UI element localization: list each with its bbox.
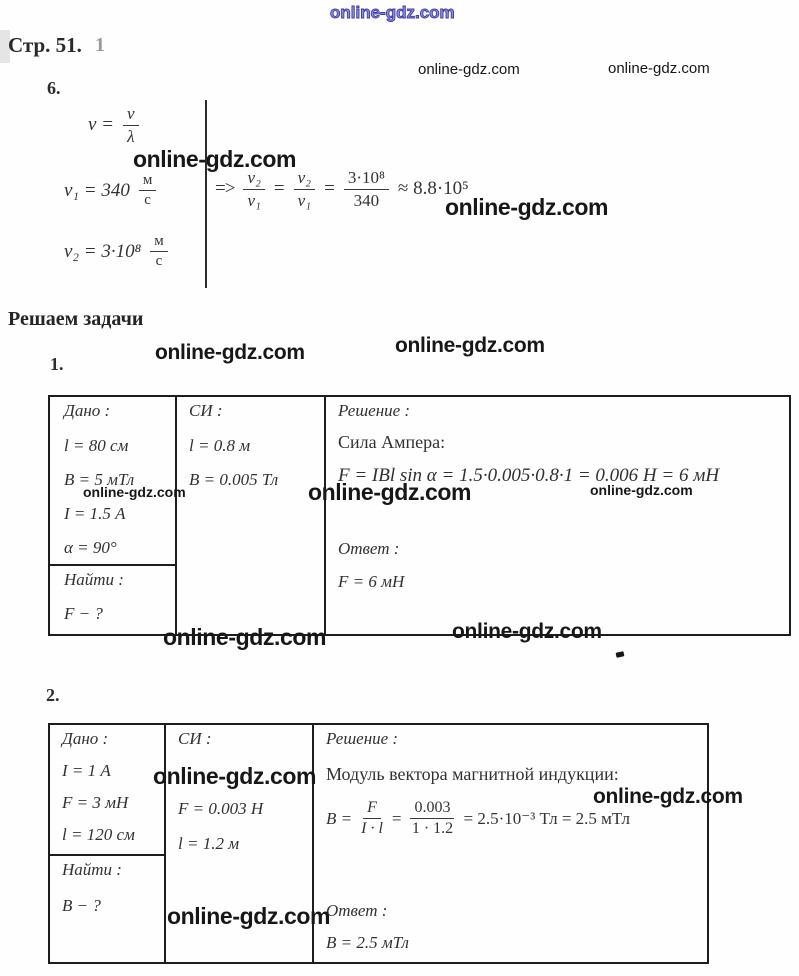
formula-lhs: B = bbox=[326, 808, 353, 828]
table-border bbox=[164, 725, 166, 962]
solution-formula: F = IBl sin α = 1.5·0.005·0.8·1 = 0.006 Н = 6 мН bbox=[338, 465, 720, 486]
watermark: online-gdz.com bbox=[330, 3, 455, 22]
table-border bbox=[175, 397, 177, 634]
equals-sign: = bbox=[324, 178, 335, 200]
si-line: B = 0.005 Тл bbox=[189, 470, 279, 489]
equation-v2 bbox=[64, 233, 168, 271]
watermark: online-gdz.com bbox=[308, 479, 472, 505]
si-line: F = 0.003 Н bbox=[178, 799, 264, 818]
page-title: Стр. 51. bbox=[8, 33, 82, 57]
fraction-numerator: м bbox=[150, 233, 168, 252]
fraction-m-s bbox=[150, 233, 168, 271]
si-title: СИ : bbox=[189, 401, 223, 420]
equation-frequency bbox=[88, 104, 139, 146]
si-line: l = 0.8 м bbox=[189, 436, 251, 455]
equals-sign: = bbox=[391, 808, 402, 828]
solution-formula-row bbox=[326, 799, 630, 839]
approx-result: ≈ 8.8·10⁵ bbox=[397, 178, 469, 200]
solution-title: Решение : bbox=[326, 729, 399, 748]
fraction-numerator: v₂ bbox=[294, 168, 315, 190]
formula-result: = 2.5·10⁻³ Тл = 2.5 мТл bbox=[463, 808, 630, 828]
fraction-denominator: 1 · 1.2 bbox=[411, 820, 454, 838]
fraction-denominator: с bbox=[144, 192, 151, 209]
given-line: I = 1.5 А bbox=[64, 504, 126, 523]
scan-artifact-dot bbox=[616, 651, 625, 658]
fraction-m-s bbox=[139, 172, 157, 210]
watermark: online-gdz.com bbox=[593, 785, 743, 808]
table-border bbox=[324, 397, 326, 634]
si-line: l = 1.2 м bbox=[178, 834, 240, 853]
given-line: α = 90° bbox=[64, 538, 117, 557]
equation-v1 bbox=[64, 172, 156, 210]
answer-value: B = 2.5 мТл bbox=[326, 933, 409, 952]
fraction-numerator: 3·10⁸ bbox=[344, 168, 389, 190]
given-line: I = 1 А bbox=[62, 761, 111, 780]
problem6-number: 6. bbox=[47, 78, 61, 98]
watermark: online-gdz.com bbox=[83, 484, 186, 500]
find-value: B − ? bbox=[62, 896, 101, 915]
fraction-denominator: с bbox=[155, 253, 163, 270]
watermark: online-gdz.com bbox=[445, 194, 609, 220]
answer-value: F = 6 мН bbox=[338, 572, 405, 591]
given-line: F = 3 мН bbox=[62, 793, 129, 812]
watermark: online-gdz.com bbox=[155, 341, 305, 364]
implies-arrow: => bbox=[215, 178, 235, 200]
task1-table bbox=[48, 395, 791, 636]
eq3-lhs: v₂ = 3·10⁸ bbox=[64, 240, 142, 262]
given-line: B = 5 мТл bbox=[64, 470, 135, 489]
watermark: online-gdz.com bbox=[608, 60, 710, 77]
given-title: Дано : bbox=[62, 729, 109, 748]
answer-title: Ответ : bbox=[326, 901, 388, 920]
fraction-denominator: ν₁ bbox=[247, 190, 261, 210]
equation-result-row bbox=[215, 168, 469, 210]
fraction-numerator: ν₂ bbox=[243, 168, 264, 190]
task2-table bbox=[48, 723, 709, 964]
solution-caption: Модуль вектора магнитной индукции: bbox=[326, 764, 619, 784]
watermark: online-gdz.com bbox=[167, 903, 331, 929]
find-title: Найти : bbox=[64, 570, 124, 589]
equals-sign: = bbox=[273, 178, 285, 200]
given-line: l = 120 см bbox=[62, 825, 135, 844]
watermark: online-gdz.com bbox=[590, 482, 693, 498]
fraction-numerator: 0.003 bbox=[410, 799, 454, 819]
table-border bbox=[50, 564, 175, 566]
table-border bbox=[50, 854, 164, 856]
watermark: online-gdz.com bbox=[418, 61, 520, 78]
solution-caption: Сила Ампера: bbox=[338, 432, 446, 452]
watermark: online-gdz.com bbox=[452, 620, 602, 643]
fraction-numeric bbox=[344, 168, 389, 210]
fraction-v-lambda bbox=[123, 104, 139, 146]
fraction-nu2-nu1 bbox=[243, 168, 264, 210]
system-brace-line bbox=[205, 100, 207, 288]
section-heading: Решаем задачи bbox=[8, 308, 144, 330]
find-title: Найти : bbox=[62, 860, 122, 879]
eq1-lhs: ν = bbox=[88, 114, 115, 136]
watermark: online-gdz.com bbox=[163, 624, 327, 650]
fraction-denominator: I · l bbox=[361, 820, 383, 838]
solution-title: Решение : bbox=[338, 401, 411, 420]
fraction-denominator: v₁ bbox=[297, 190, 312, 210]
given-line: l = 80 см bbox=[64, 436, 129, 455]
fraction-denominator: 340 bbox=[353, 190, 380, 210]
fraction-v2-v1 bbox=[294, 168, 315, 210]
fraction-numeric bbox=[410, 799, 454, 839]
find-value: F − ? bbox=[64, 604, 103, 623]
fraction-F-Il bbox=[361, 799, 383, 839]
si-title: СИ : bbox=[178, 729, 212, 748]
watermark: online-gdz.com bbox=[133, 146, 297, 172]
faded-character: 1 bbox=[95, 34, 105, 56]
answer-title: Ответ : bbox=[338, 539, 400, 558]
eq2-lhs: v₁ = 340 bbox=[64, 179, 130, 201]
given-title: Дано : bbox=[64, 401, 111, 420]
fraction-numerator: F bbox=[363, 799, 381, 819]
fraction-denominator: λ bbox=[127, 126, 135, 146]
fraction-numerator: v bbox=[123, 104, 139, 126]
task2-number: 2. bbox=[46, 685, 60, 705]
watermark: online-gdz.com bbox=[153, 763, 317, 789]
task1-number: 1. bbox=[50, 354, 64, 374]
fraction-numerator: м bbox=[139, 172, 157, 191]
watermark: online-gdz.com bbox=[395, 334, 545, 357]
